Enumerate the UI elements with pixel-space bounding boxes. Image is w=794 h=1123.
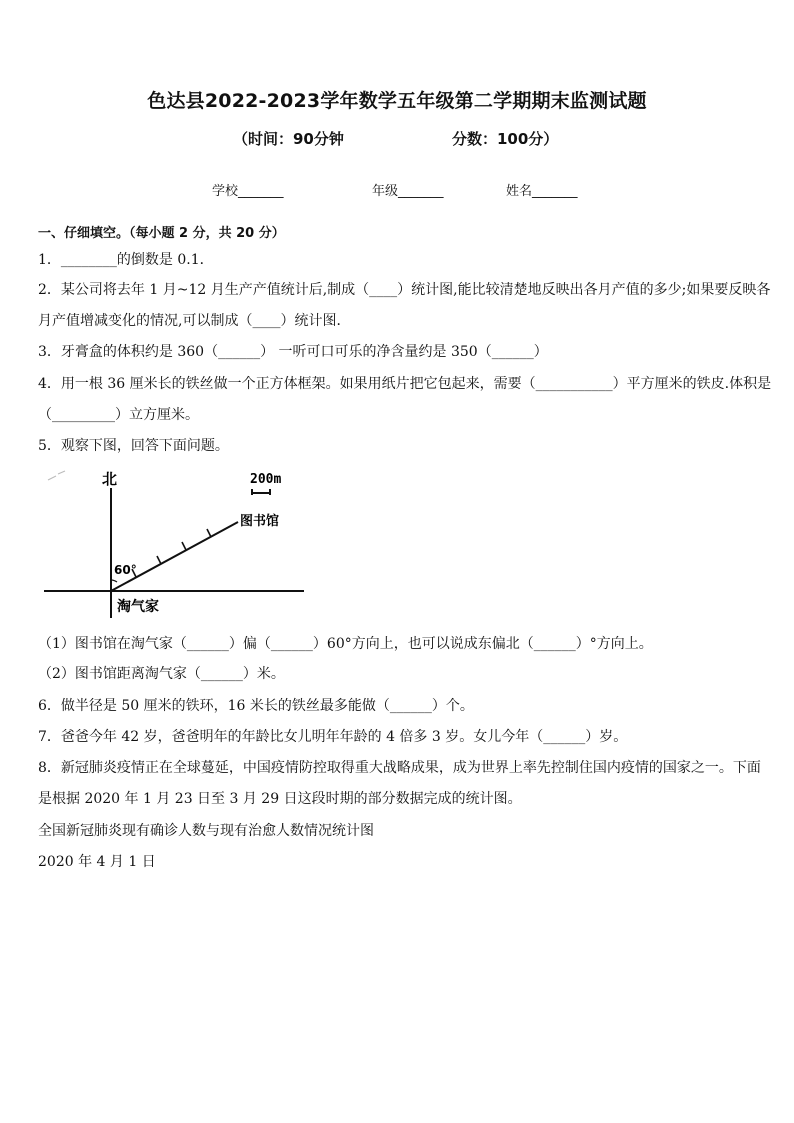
- home-label: 淘气家: [117, 599, 159, 615]
- library-label: 图书馆: [240, 514, 280, 529]
- question-5-part-1: （1）图书馆在淘气家（______）偏（______）60°方向上，也可以说成东偏北（______）°方向上。: [38, 636, 653, 652]
- question-4-line-1: 4．用一根 36 厘米长的铁丝做一个正方体框架。如果用纸片把它包起来，需要（___________）平方厘米的铁皮.体积是: [38, 376, 772, 392]
- question-8-line-1: 8．新冠肺炎疫情正在全球蔓延，中国疫情防控取得重大战略成果，成为世界上率先控制住国内疫情的国家之一。下面: [38, 760, 761, 776]
- exam-time: （时间：90分钟: [233, 130, 344, 148]
- question-5-part-2: （2）图书馆距离淘气家（______）米。: [38, 666, 285, 682]
- question-7: 7．爸爸今年 42 岁，爸爸明年的年龄比女儿明年年龄的 4 倍多 3 岁。女儿今年（______）岁。: [38, 729, 628, 745]
- question-2-line-2: 月产值增减变化的情况,可以制成（____）统计图．: [38, 313, 351, 329]
- scale-label: 200m: [250, 472, 282, 487]
- school-field: 学校_______: [212, 184, 284, 199]
- question-8-chart-title: 全国新冠肺炎现有确诊人数与现有治愈人数情况统计图: [38, 823, 374, 839]
- direction-diagram: [38, 462, 308, 622]
- question-4-line-2: （_________）立方厘米。: [38, 407, 199, 423]
- question-5: 5．观察下图，回答下面问题。: [38, 438, 229, 454]
- section-heading: 一、仔细填空。（每小题 2 分，共 20 分）: [38, 226, 285, 241]
- question-6: 6．做半径是 50 厘米的铁环，16 米长的铁丝最多能做（______）个。: [38, 698, 474, 714]
- question-2-line-1: 2．某公司将去年 1 月~12 月生产产值统计后,制成（____）统计图,能比较清楚地反映出各月产值的多少;如果要反映各: [38, 282, 771, 298]
- angle-label: 60°: [114, 563, 137, 577]
- scan-mark: [48, 476, 56, 480]
- page-title: 色达县2022-2023学年数学五年级第二学期期末监测试题: [147, 90, 647, 112]
- name-field: 姓名_______: [506, 184, 578, 199]
- exam-score: 分数：100分）: [452, 130, 559, 148]
- scan-mark: [58, 471, 65, 474]
- grade-field: 年级_______: [372, 184, 444, 199]
- distance-ticks: [132, 529, 211, 577]
- north-label: 北: [102, 470, 118, 488]
- question-3: 3．牙膏盒的体积约是 360（______） 一听可口可乐的净含量约是 350（______）: [38, 344, 548, 360]
- question-8-date: 2020 年 4 月 1 日: [38, 854, 156, 870]
- question-8-line-2: 是根据 2020 年 1 月 23 日至 3 月 29 日这段时期的部分数据完成的统计图。: [38, 791, 522, 807]
- question-1: 1．________的倒数是 0.1．: [38, 252, 214, 268]
- library-direction-line: [111, 522, 238, 591]
